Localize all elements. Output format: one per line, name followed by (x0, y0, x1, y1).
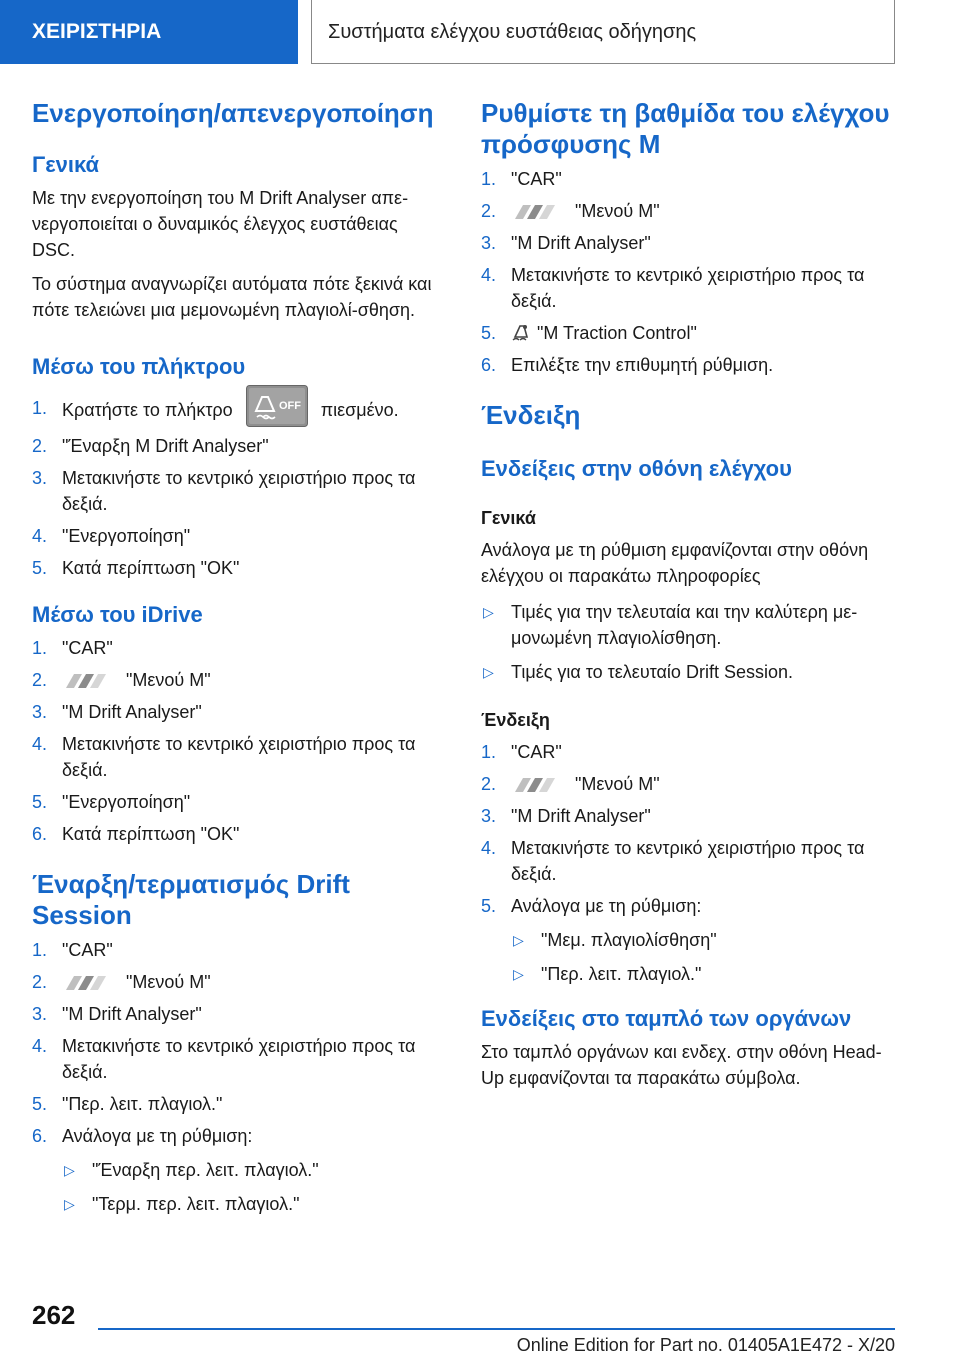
step-text: "CAR" (62, 638, 113, 658)
step-text: Κατά περίπτωση "OK" (62, 824, 240, 844)
step-text: "M Drift Analyser" (62, 1004, 202, 1024)
list-item (481, 166, 896, 192)
heading-via-button: Μέσω του πλήκτρου (32, 354, 246, 379)
section-title-drift-session: Έναρξη/τερματισμός Drift Session (32, 869, 350, 930)
list-item (32, 1033, 444, 1085)
bullet-text: Τιμές για το τελευταίο Drift Session. (511, 662, 793, 682)
list-item (32, 731, 444, 783)
step-number: 6. (481, 355, 497, 375)
step-text: "Μενού M" (126, 972, 211, 992)
step-text: "Περ. λειτ. πλαγιολ." (62, 1094, 223, 1114)
heading-cid-displays: Ενδείξεις στην οθόνη ελέγχου (481, 456, 792, 481)
step-text: Επιλέξτε την επιθυμητή ρύθμιση. (511, 355, 774, 375)
step-number: 6. (32, 1126, 48, 1146)
list-item (481, 893, 896, 987)
triangle-bullet-icon: ▷ (513, 932, 524, 948)
section-title-display: Ένδειξη (481, 400, 581, 430)
step-number: 1. (32, 638, 48, 658)
step-number: 1. (32, 398, 48, 418)
list-item (32, 433, 444, 459)
step-number: 4. (481, 265, 497, 285)
subheading-display: Ένδειξη (481, 710, 550, 730)
chapter-title: Συστήματα ελέγχου ευστάθειας οδήγησης (311, 0, 895, 64)
list-item (481, 320, 896, 346)
edition-text: Online Edition for Part no. 01405A1E472 - X/20 (516, 1335, 895, 1355)
idrive-steps-list (32, 635, 444, 847)
step-number: 1. (32, 940, 48, 960)
list-item (481, 803, 896, 829)
list-item (32, 969, 444, 995)
list-item (32, 667, 444, 693)
list-item (32, 789, 444, 815)
left-column (32, 98, 444, 1227)
list-item (481, 659, 896, 685)
step-text: "Ενεργοποίηση" (62, 792, 191, 812)
step-number: 6. (32, 824, 48, 844)
general-description: Ανάλογα με τη ρύθμιση εμφανίζονται στην οθόνη ελέγχου οι παρακάτω πληροφορίες (481, 540, 869, 586)
step-number: 5. (32, 1094, 48, 1114)
m-stripes-icon (62, 976, 116, 990)
triangle-bullet-icon: ▷ (513, 966, 524, 982)
step-number: 5. (481, 896, 497, 916)
option-text: "Έναρξη περ. λειτ. πλαγιολ." (92, 1160, 319, 1180)
instrument-cluster-text: Στο ταμπλό οργάνων και ενδεχ. στην οθόνη Head-Up εμφανίζονται τα παρακάτω σύμβολα. (481, 1042, 882, 1088)
list-item (32, 1123, 444, 1217)
step-number: 4. (32, 1036, 48, 1056)
step-number: 1. (481, 169, 497, 189)
general-paragraph-2: Το σύστημα αναγνωρίζει αυτόματα πότε ξεκινά και πότε τελειώνει μια μεμονωμένη πλαγιολί-σθηση. (32, 274, 432, 320)
step-text: "M Traction Control" (537, 323, 697, 343)
option-text: "Μεμ. πλαγιολίσθηση" (541, 930, 717, 950)
list-item (32, 1001, 444, 1027)
triangle-bullet-icon: ▷ (483, 604, 494, 620)
step-number: 2. (32, 436, 48, 456)
step-number: 4. (32, 526, 48, 546)
step-number: 3. (481, 806, 497, 826)
step-number: 2. (32, 670, 48, 690)
step-number: 2. (481, 201, 497, 221)
m-stripes-icon (62, 674, 116, 688)
list-item (481, 771, 896, 797)
display-steps-list (481, 739, 896, 987)
list-item (511, 961, 896, 987)
step-number: 4. (481, 838, 497, 858)
list-item (481, 835, 896, 887)
list-item (511, 927, 896, 953)
step-number: 3. (481, 233, 497, 253)
step-number: 2. (481, 774, 497, 794)
option-text: "Περ. λειτ. πλαγιολ." (541, 964, 702, 984)
step-number: 3. (32, 1004, 48, 1024)
step-number: 3. (32, 702, 48, 722)
heading-instrument-cluster: Ενδείξεις στο ταμπλό των οργάνων (481, 1006, 852, 1031)
section-title-activation: Ενεργοποίηση/απενεργοποίηση (32, 98, 434, 128)
page-number: 262 (32, 1300, 76, 1330)
step-text: Μετακινήστε το κεντρικό χειριστήριο προς τα δεξιά. (62, 734, 416, 780)
step-text: Μετακινήστε το κεντρικό χειριστήριο προς τα δεξιά. (62, 1036, 416, 1082)
section-tab: ΧΕΙΡΙΣΤΗΡΙΑ (0, 0, 298, 64)
step-text: Κατά περίπτωση "OK" (62, 558, 240, 578)
step-number: 4. (32, 734, 48, 754)
triangle-bullet-icon: ▷ (64, 1196, 75, 1212)
button-steps-list (32, 395, 444, 581)
list-item (481, 198, 896, 224)
footer-divider (98, 1328, 895, 1330)
general-info-list (481, 599, 896, 685)
step-text: Κρατήστε το πλήκτρο (62, 399, 233, 420)
list-item (481, 230, 896, 256)
step-number: 5. (481, 323, 497, 343)
general-paragraph-1: Με την ενεργοποίηση του M Drift Analyser απε-νεργοποιείται ο δυναμικός έλεγχος ευστάθειας DSC. (32, 188, 409, 260)
step-text: Μετακινήστε το κεντρικό χειριστήριο προς τα δεξιά. (511, 265, 865, 311)
step-text: "CAR" (62, 940, 113, 960)
list-item (32, 555, 444, 581)
subheading-general: Γενικά (481, 508, 536, 528)
step-text: "M Drift Analyser" (511, 233, 651, 253)
triangle-bullet-icon: ▷ (483, 664, 494, 680)
list-item (32, 821, 444, 847)
bullet-text: Τιμές για την τελευταία και την καλύτερη με-μονωμένη πλαγιολίσθηση. (511, 602, 858, 648)
list-item (32, 937, 444, 963)
list-item (32, 1091, 444, 1117)
step-text: "CAR" (511, 169, 562, 189)
step-number: 3. (32, 468, 48, 488)
m-stripes-icon (511, 778, 565, 792)
step-text: "Μενού M" (575, 201, 660, 221)
step-text: Ανάλογα με τη ρύθμιση: (62, 1126, 253, 1146)
step-text: "M Drift Analyser" (511, 806, 651, 826)
list-item (62, 1157, 444, 1183)
display-options-list (511, 927, 896, 987)
heading-general: Γενικά (32, 152, 100, 177)
list-item (481, 262, 896, 314)
heading-via-idrive: Μέσω του iDrive (32, 602, 203, 627)
step-text: Μετακινήστε το κεντρικό χειριστήριο προς τα δεξιά. (511, 838, 865, 884)
step-text: "Μενού M" (126, 670, 211, 690)
step-number: 5. (32, 558, 48, 578)
list-item (481, 739, 896, 765)
step-text: "Ενεργοποίηση" (62, 526, 191, 546)
step-text: "CAR" (511, 742, 562, 762)
list-item (32, 523, 444, 549)
traction-steps-list (481, 166, 896, 378)
list-item (62, 1191, 444, 1217)
session-options-list (62, 1157, 444, 1217)
session-steps-list (32, 937, 444, 1217)
option-text: "Τερμ. περ. λειτ. πλαγιολ." (92, 1194, 300, 1214)
list-item (481, 352, 896, 378)
step-text-suffix: πιεσμένο. (320, 399, 399, 420)
traction-control-icon (511, 323, 529, 341)
list-item (32, 465, 444, 517)
step-number: 1. (481, 742, 497, 762)
step-text: "Έναρξη M Drift Analyser" (62, 436, 269, 456)
step-text: Μετακινήστε το κεντρικό χειριστήριο προς τα δεξιά. (62, 468, 416, 514)
m-stripes-icon (511, 205, 565, 219)
dsc-off-button-icon (246, 385, 308, 427)
step-number: 5. (32, 792, 48, 812)
step-text: "M Drift Analyser" (62, 702, 202, 722)
list-item (32, 635, 444, 661)
svg-text:OFF: OFF (278, 400, 301, 412)
step-text: Ανάλογα με τη ρύθμιση: (511, 896, 702, 916)
section-title-traction: Ρυθμίστε τη βαθμίδα του ελέγχου πρόσφυσης M (481, 98, 890, 159)
list-item (32, 699, 444, 725)
triangle-bullet-icon: ▷ (64, 1162, 75, 1178)
step-number: 2. (32, 972, 48, 992)
right-column (481, 98, 896, 1099)
step-text: "Μενού M" (575, 774, 660, 794)
edition-footer (300, 1335, 895, 1356)
list-item (32, 395, 444, 427)
list-item (481, 599, 896, 651)
